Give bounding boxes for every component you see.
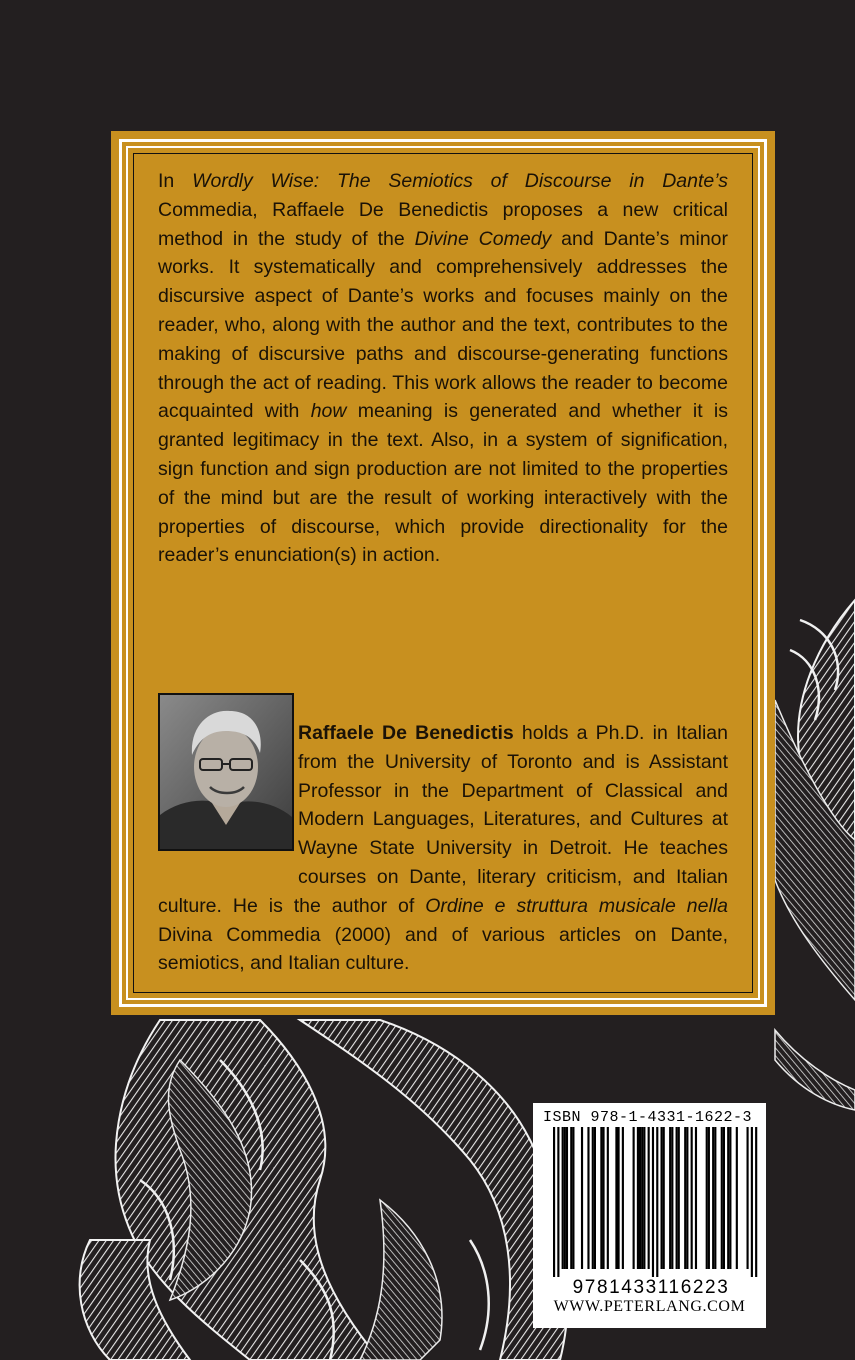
book-description: In Wordly Wise: The Semiotics of Discourse in Dante’s Commedia, Raffaele De Benedictis proposes a new critical method in the study of the Divine Comedy and Dante’s minor works. It systematically and comprehensively addresses the discursive aspect of Dante’s works and focuses mainly on the reader, who, along with the author and the text, contributes to the making of discursive paths and discourse-generating functions through the act of reading. This work allows the reader to become acquainted with how meaning is generated and whether it is granted legitimacy in the text. Also, in a system of signification, sign function and sign production are not limited to the properties of the mind but are the result of working interactively with the properties of discourse, which provide directionality for the reader’s enunciation(s) in action.	[158, 170, 729, 567]
isbn-label: ISBN 978-1-4331-1622-3	[543, 1109, 753, 1126]
barcode-bar	[736, 1127, 738, 1269]
barcode-bar	[755, 1127, 757, 1277]
author-biography: Raffaele De Benedictis holds a Ph.D. in Italian from the University of Toronto and is Assistant Professor in the Department of Classical and Modern Languages, Literatures, and Cultures at Wayne State University in Detroit. He teaches courses on Dante, literary criticism, and Italian culture. He is the author of Ordine e struttura musicale nella Divina Commedia (2000) and of various articles on Dante, semiotics, and Italian culture.	[158, 722, 728, 975]
barcode-bar	[594, 1127, 596, 1269]
barcode-bar	[587, 1127, 589, 1269]
barcode-bar	[751, 1127, 753, 1277]
barcode-bar	[656, 1127, 658, 1277]
barcode-bar	[637, 1127, 639, 1269]
barcode-bar	[615, 1127, 617, 1269]
barcode-bar	[676, 1127, 678, 1269]
barcode-bar	[600, 1127, 602, 1269]
barcode-bar	[562, 1127, 564, 1269]
barcode-bar	[572, 1127, 574, 1269]
barcode-bar	[723, 1127, 725, 1269]
barcode-bar	[691, 1127, 693, 1269]
barcode-bar	[684, 1127, 686, 1269]
barcode-bar	[607, 1127, 609, 1269]
barcode-bar	[708, 1127, 710, 1269]
barcode-bar	[661, 1127, 663, 1269]
barcode-bar	[618, 1127, 620, 1269]
barcode-bar	[602, 1127, 604, 1269]
barcode-bar	[622, 1127, 624, 1269]
barcode-bar	[641, 1127, 643, 1269]
barcode-bar	[633, 1127, 635, 1269]
barcode-bar	[663, 1127, 665, 1269]
barcode-bar	[695, 1127, 697, 1269]
barcode-number: 9781433116223	[572, 1277, 730, 1297]
author-name: Raffaele De Benedictis	[298, 722, 514, 744]
barcode-icon	[539, 1127, 760, 1297]
barcode-bar	[727, 1127, 729, 1269]
barcode-bar	[729, 1127, 731, 1269]
barcode-bar	[553, 1127, 555, 1277]
barcode-bar	[557, 1127, 559, 1277]
barcode-bar	[714, 1127, 716, 1269]
barcode-bar	[652, 1127, 654, 1277]
barcode-bar	[721, 1127, 723, 1269]
barcode-bar	[581, 1127, 583, 1269]
barcode-bar	[669, 1127, 671, 1269]
barcode-bar	[706, 1127, 708, 1269]
barcode-bar	[566, 1127, 568, 1269]
barcode-bar	[639, 1127, 641, 1269]
barcode-bar	[564, 1127, 566, 1269]
barcode-bar	[570, 1127, 572, 1269]
gold-text-panel	[111, 131, 775, 1015]
barcode-bar	[643, 1127, 645, 1269]
barcode-bar	[712, 1127, 714, 1269]
barcode-bar	[747, 1127, 749, 1269]
barcode-bar	[686, 1127, 688, 1269]
barcode-bar	[648, 1127, 650, 1269]
barcode-bar	[678, 1127, 680, 1269]
barcode-bar	[671, 1127, 673, 1269]
barcode-bar	[592, 1127, 594, 1269]
publisher-website: WWW.PETERLANG.COM	[553, 1298, 746, 1315]
isbn-barcode	[533, 1103, 766, 1328]
